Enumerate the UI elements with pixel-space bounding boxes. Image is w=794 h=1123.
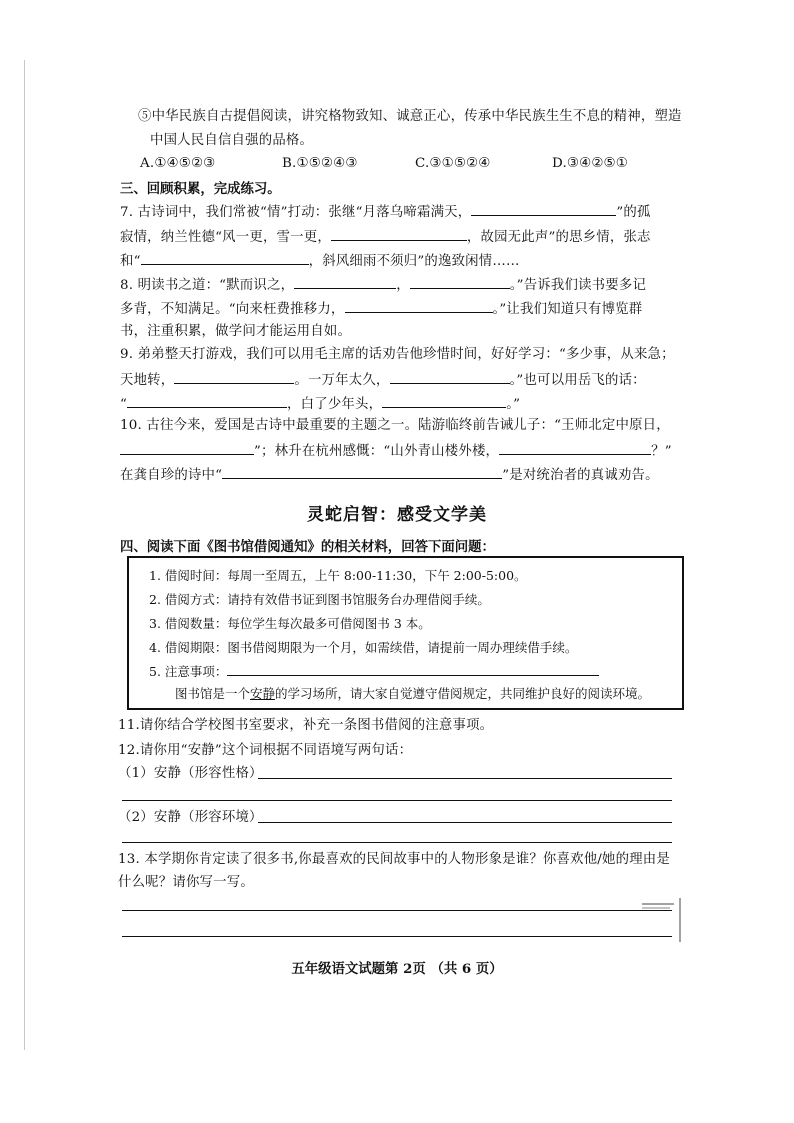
choice-d: D.③④②⑤① bbox=[552, 156, 628, 171]
q12-answer-line-1[interactable] bbox=[258, 778, 672, 779]
q7-line3 bbox=[120, 250, 520, 272]
notice-closing-pre: 图书馆是一个 bbox=[175, 686, 251, 701]
q11-prompt: 11.请你结合学校图书室要求，补充一条图书借阅的注意事项。 bbox=[118, 718, 494, 733]
section-3-heading: 三、回顾积累，完成练习。 bbox=[120, 181, 281, 197]
q12-item-2: （2）安静（形容环境） bbox=[118, 810, 263, 825]
choice-a: A.①④⑤②③ bbox=[140, 156, 216, 171]
option-5-line1: ⑤中华民族自古提倡阅读，讲究格物致知、诚意正心，传承中华民族生生不息的精神，塑造 bbox=[138, 109, 682, 124]
q13-answer-line-1[interactable] bbox=[122, 910, 672, 911]
q10-blank-1[interactable] bbox=[120, 440, 254, 455]
q8-text-1c: 。”告诉我们读书要多记 bbox=[509, 278, 647, 293]
q8-line1 bbox=[120, 274, 646, 296]
q10-text-2b: ？” bbox=[651, 444, 672, 459]
q9-blank-4[interactable] bbox=[382, 393, 506, 408]
library-notice-box bbox=[127, 556, 684, 710]
q7-text-1a: 7. 古诗词中，我们常被“情”打动：张继“月落乌啼霜满天， bbox=[120, 205, 472, 220]
notice-closing-post: 的学习场所，请大家自觉遵守借阅规定，共同维护良好的阅读环境。 bbox=[275, 686, 651, 701]
q9-text-3c: 。” bbox=[506, 397, 521, 412]
q9-line2 bbox=[120, 369, 646, 391]
notice-item-1: 1. 借阅时间：每周一至周五，上午 8:00-11:30，下午 2:00-5:00。 bbox=[149, 568, 527, 583]
q10-line2 bbox=[120, 440, 672, 462]
q9-text-2c: 。”也可以用岳飞的话： bbox=[509, 373, 646, 388]
option-5-line2: 中国人民自信自强的品格。 bbox=[150, 133, 314, 148]
q10-blank-2[interactable] bbox=[499, 440, 651, 455]
notice-closing-keyword: 安静 bbox=[250, 686, 276, 701]
q12-answer-line-4[interactable] bbox=[122, 842, 672, 843]
section-title: 灵蛇启智：感受文学美 bbox=[307, 505, 487, 525]
q7-text-3b: ，斜风细雨不须归”的逸致闲情…… bbox=[308, 254, 520, 269]
binding-margin-line bbox=[24, 60, 25, 1050]
scan-corner-mark bbox=[640, 896, 684, 944]
q10-text-3b: ”是对统治者的真诚劝告。 bbox=[502, 468, 659, 483]
q7-blank-3[interactable] bbox=[141, 250, 309, 265]
q7-text-2a: 寂情，纳兰性德“风一更，雪一更， bbox=[120, 230, 331, 245]
q12-prompt: 12.请你用“安静”这个词根据不同语境写两句话： bbox=[118, 743, 413, 758]
q10-blank-3[interactable] bbox=[222, 464, 502, 479]
q8-text-1b: ， bbox=[396, 278, 410, 293]
page-footer: 五年级语文试题第 2页 （共 6 页） bbox=[291, 961, 503, 977]
q8-text-2b: 。”让我们知道只有博览群 bbox=[492, 302, 643, 317]
q12-answer-line-2[interactable] bbox=[122, 800, 672, 801]
q9-text-3b: ，白了少年头， bbox=[287, 397, 383, 412]
choice-c: C.③①⑤②④ bbox=[415, 156, 491, 171]
q12-answer-line-3[interactable] bbox=[258, 822, 672, 823]
q13-line1: 13. 本学期你肯定读了很多书,你最喜欢的民间故事中的人物形象是谁？你喜欢他/她的理由是 bbox=[118, 852, 670, 867]
q7-text-2b: ，故园无此声”的思乡情，张志 bbox=[466, 230, 651, 245]
q9-line3 bbox=[120, 393, 520, 415]
q9-text-2a: 天地转， bbox=[120, 373, 175, 388]
q7-line1 bbox=[120, 201, 651, 223]
q7-line2 bbox=[120, 226, 651, 248]
section-4-heading: 四、阅读下面《图书馆借阅通知》的相关材料，回答下面问题： bbox=[120, 539, 495, 555]
q9-blank-2[interactable] bbox=[390, 369, 510, 384]
q12-item-1: （1）安静（形容性格） bbox=[118, 766, 263, 781]
q8-text-2a: 多背，不知满足。“向来枉费推移力， bbox=[120, 302, 345, 317]
q9-blank-1[interactable] bbox=[174, 369, 294, 384]
q10-text-2a: ”；林升在杭州感慨：“山外青山楼外楼， bbox=[254, 444, 500, 459]
q7-blank-2[interactable] bbox=[331, 226, 467, 241]
notice-item-5-blank[interactable] bbox=[227, 661, 599, 676]
notice-item-4: 4. 借阅期限：图书借阅期限为一个月，如需续借，请提前一周办理续借手续。 bbox=[149, 640, 578, 655]
notice-item-3: 3. 借阅数量：每位学生每次最多可借阅图书 3 本。 bbox=[149, 616, 431, 631]
q9-line1: 9. 弟弟整天打游戏，我们可以用毛主席的话劝告他珍惜时间，好好学习：“多少事，从来急； bbox=[120, 347, 675, 362]
q9-text-3a: “ bbox=[120, 397, 128, 412]
q7-text-3a: 和“ bbox=[120, 254, 141, 269]
notice-item-2: 2. 借阅方式：请持有效借书证到图书馆服务台办理借阅手续。 bbox=[149, 592, 490, 607]
q9-text-2b: 。一万年太久， bbox=[294, 373, 390, 388]
q13-answer-line-2[interactable] bbox=[122, 936, 672, 937]
q8-line2 bbox=[120, 298, 642, 320]
q7-text-1b: ”的孤 bbox=[616, 205, 651, 220]
q13-line2: 什么呢？请你写一写。 bbox=[118, 875, 254, 890]
q8-line3: 书，注重积累，做学问才能运用自如。 bbox=[120, 324, 352, 339]
q8-blank-1[interactable] bbox=[294, 274, 396, 289]
q10-line3 bbox=[120, 464, 659, 486]
q8-blank-3[interactable] bbox=[345, 298, 493, 313]
notice-item-5 bbox=[149, 661, 599, 680]
notice-item-5-label: 5. 注意事项： bbox=[149, 664, 228, 679]
notice-closing bbox=[175, 684, 650, 702]
q9-blank-3[interactable] bbox=[127, 393, 287, 408]
q10-text-3a: 在龚自珍的诗中“ bbox=[120, 468, 223, 483]
q10-line1: 10. 古往今来，爱国是古诗中最重要的主题之一。陆游临终前告诫儿子：“王师北定中原日， bbox=[120, 418, 670, 433]
q8-blank-2[interactable] bbox=[410, 274, 510, 289]
q7-blank-1[interactable] bbox=[471, 201, 616, 216]
choice-b: B.①⑤②④③ bbox=[282, 156, 358, 171]
q8-text-1a: 8. 明读书之道：“默而识之， bbox=[120, 278, 295, 293]
